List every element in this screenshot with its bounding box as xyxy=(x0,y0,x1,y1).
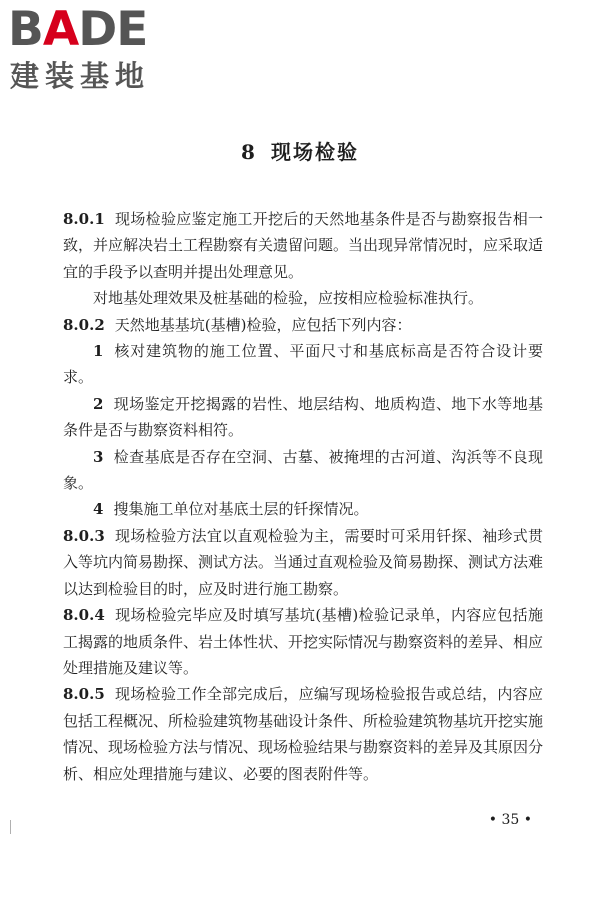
logo xyxy=(8,2,178,94)
clause-number: 8.0.1 xyxy=(63,210,105,228)
clause xyxy=(63,681,543,787)
clause xyxy=(63,206,543,285)
list-item-number: 3 xyxy=(93,447,104,466)
clause-number: 8.0.5 xyxy=(63,685,105,704)
list-item-text: 搜集施工单位对基底土层的钎探情况。 xyxy=(113,500,369,519)
clause-continuation xyxy=(63,285,543,311)
logo-wordmark: BADE xyxy=(8,2,148,57)
list-item-text: 现场鉴定开挖揭露的岩性、地层结构、地质构造、地下水等地基条件是否与勘察资料相符。 xyxy=(63,394,543,440)
document-body xyxy=(63,206,543,787)
clause-text: 对地基处理效果及桩基础的检验，应按相应检验标准执行。 xyxy=(93,289,484,308)
list-item xyxy=(63,391,543,444)
chapter-title xyxy=(0,136,600,165)
list-item-text: 检查基底是否存在空洞、古墓、被掩埋的古河道、沟浜等不良现象。 xyxy=(63,447,543,493)
list-item xyxy=(63,496,543,522)
clause-number: 8.0.3 xyxy=(63,526,105,545)
list-item xyxy=(63,338,543,391)
clause-number: 8.0.2 xyxy=(63,315,105,334)
chapter-title-text: 现场检验 xyxy=(270,140,359,164)
clause-text: 现场检验工作全部完成后，应编写现场检验报告或总结，内容应包括工程概况、所检验建筑物基础设计条件、所检验建筑物基坑开挖实施情况、现场检验方法与情况、现场检验结果与勘察资料的差异及其原因分析、相应处理措施与建议、必要的图表附件等。 xyxy=(63,685,544,783)
list-item-text: 核对建筑物的施工位置、平面尺寸和基底标高是否符合设计要求。 xyxy=(63,342,543,387)
logo-chinese: 建装基地 xyxy=(10,59,151,93)
clause-number: 8.0.4 xyxy=(63,606,105,625)
clause-text: 现场检验方法宜以直观检验为主，需要时可采用钎探、袖珍式贯入等坑内简易勘探、测试方法。当通过直观检验及简易勘探、测试方法难以达到检验目的时，应及时进行施工勘察。 xyxy=(63,526,544,598)
clause-text: 现场检验应鉴定施工开挖后的天然地基条件是否与勘察报告相一致，并应解决岩土工程勘察有关遗留问题。当出现异常情况时，应采取适宜的手段予以查明并提出处理意见。 xyxy=(63,210,544,281)
page-number: • 35 • xyxy=(488,812,532,828)
list-item-number: 2 xyxy=(93,394,104,413)
clause xyxy=(63,312,543,338)
margin-mark xyxy=(10,820,11,834)
list-item-number: 1 xyxy=(93,342,104,361)
clause xyxy=(63,602,543,681)
clause xyxy=(63,523,543,602)
list-item xyxy=(63,444,543,497)
clause-text: 天然地基基坑(基槽)检验，应包括下列内容： xyxy=(114,315,412,334)
list-item-number: 4 xyxy=(93,500,104,519)
chapter-number: 8 xyxy=(241,140,257,164)
clause-text: 现场检验完毕应及时填写基坑(基槽)检验记录单，内容应包括施工揭露的地质条件、岩土体性状、开挖实际情况与勘察资料的差异、相应处理措施及建议等。 xyxy=(63,606,544,677)
